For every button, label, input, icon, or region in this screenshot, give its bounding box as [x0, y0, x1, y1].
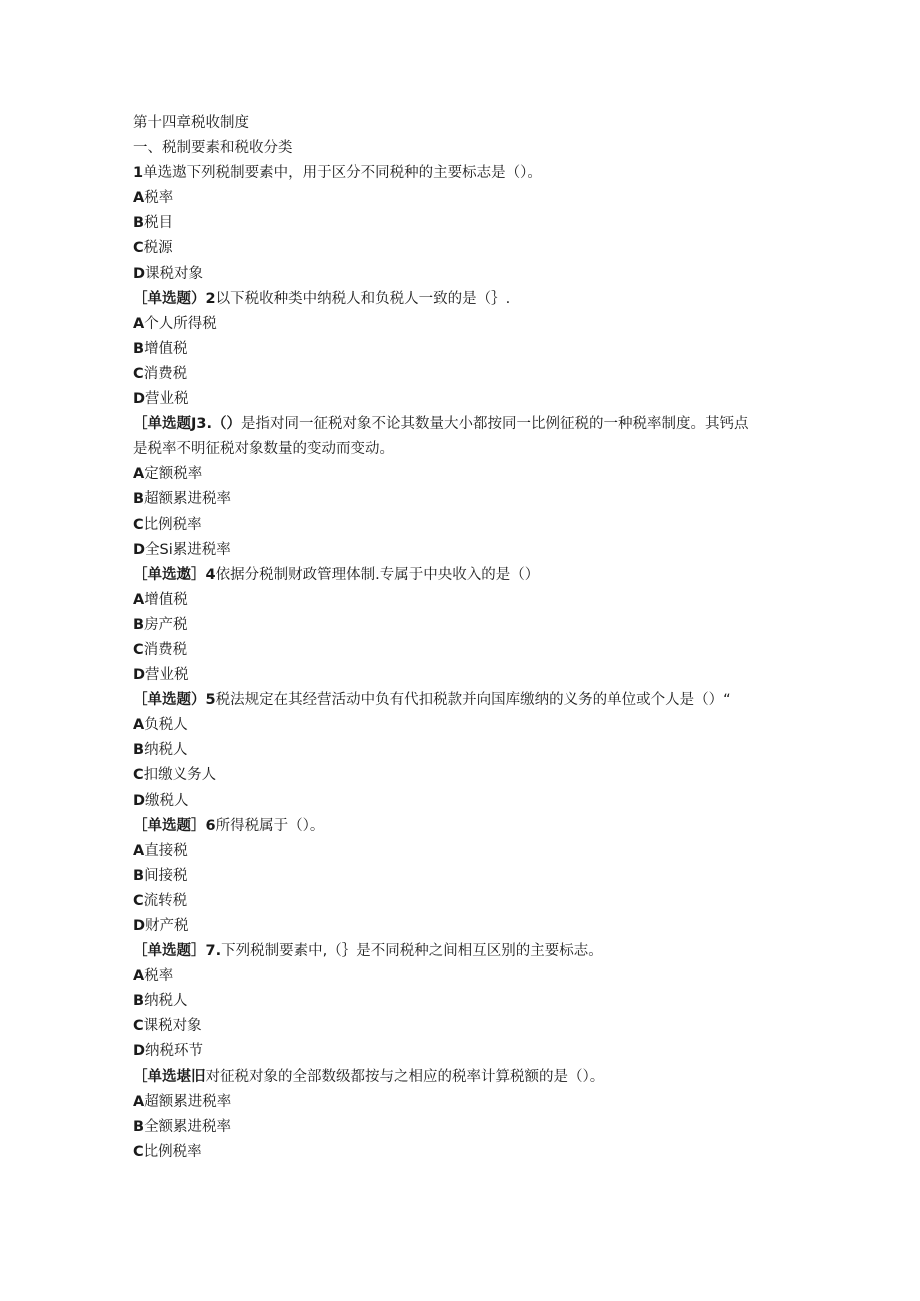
option-text: 缴税人 [145, 792, 189, 809]
question-7-text: 下列税制要素中,（｝是不同税种之间相互区别的主要标志。 [221, 943, 603, 960]
question-5-option-a [133, 713, 803, 738]
option-text: 课税对象 [143, 1018, 202, 1035]
option-text: 间接税 [144, 867, 188, 884]
question-8-option-b [133, 1115, 803, 1140]
question-7-option-b [133, 989, 803, 1014]
option-letter: A [133, 968, 145, 985]
question-7-option-d [133, 1039, 803, 1064]
option-letter: D [133, 1043, 146, 1060]
question-1-number: 1 [133, 165, 144, 182]
option-letter: D [133, 667, 146, 684]
option-letter: C [133, 767, 144, 784]
question-2-number: ［单选题）2 [133, 290, 216, 307]
option-letter: C [133, 516, 144, 533]
question-3-number: ［单选题J3.（） [133, 416, 241, 433]
question-8-option-c [133, 1140, 803, 1165]
question-3-option-b [133, 487, 803, 512]
option-letter: A [133, 717, 145, 734]
option-letter: B [133, 215, 145, 232]
question-2-option-b [133, 337, 803, 362]
option-letter: C [133, 240, 144, 257]
question-5-number: ［单选题）5 [133, 692, 216, 709]
question-5-option-b [133, 738, 803, 763]
chapter-title: 第十四章税收制度 [133, 115, 249, 131]
question-1-stem [133, 161, 803, 186]
question-1-option-d [133, 262, 803, 287]
section-title: 一、税制要素和税收分类 [133, 140, 293, 157]
question-8-stem [133, 1065, 803, 1090]
question-2-option-d [133, 387, 803, 412]
option-letter: B [133, 867, 145, 884]
question-3-stem-continued: 是税率不明征税对象数量的变动而变动。 [133, 441, 394, 458]
question-6-number: ［单选题］6 [133, 817, 216, 834]
question-2-option-c [133, 362, 803, 387]
question-3-option-d [133, 538, 803, 563]
question-8-option-a [133, 1090, 803, 1115]
question-6-option-b [133, 864, 803, 889]
question-3-text: 是指对同一征税对象不论其数量大小都按同一比例征税的一种税率制度。其钙点 [241, 416, 749, 433]
question-4-stem [133, 563, 803, 588]
option-text: 税目 [144, 215, 174, 232]
option-text: 税率 [144, 968, 174, 985]
question-2-text: 以下税收种类中纳税人和负税人一致的是（｝. [215, 290, 511, 307]
option-letter: A [133, 315, 145, 332]
option-letter: C [133, 892, 144, 909]
option-letter: A [133, 1093, 145, 1110]
option-letter: D [133, 541, 146, 558]
option-text: 消费税 [143, 641, 188, 658]
question-7-option-c [133, 1014, 803, 1039]
option-letter: D [133, 792, 146, 809]
option-letter: C [133, 1143, 144, 1160]
question-6-stem [133, 814, 803, 839]
question-7-stem [133, 939, 803, 964]
option-text: 增值税 [144, 340, 188, 357]
option-text: 增值税 [144, 591, 188, 608]
question-4-option-a [133, 588, 803, 613]
option-text: 营业税 [145, 667, 189, 684]
option-letter: B [133, 491, 145, 508]
question-8-text: 对征税对象的全部数级都按与之相应的税率计算税额的是（）。 [205, 1068, 605, 1085]
question-1-text: 单选遨下列税制要素中，用于区分不同税种的主要标志是（）。 [143, 165, 542, 182]
question-3-stem [133, 412, 803, 437]
question-6-option-d [133, 914, 803, 939]
question-3-option-c [133, 513, 803, 538]
question-5-text: 税法规定在其经营活动中负有代扣税款并向国库缴纳的义务的单位或个人是（）“ [215, 692, 731, 709]
option-letter: C [133, 1018, 144, 1035]
option-text: 税源 [143, 240, 173, 257]
option-letter: B [133, 742, 145, 759]
option-text: 房产税 [144, 616, 188, 633]
question-4-option-b [133, 613, 803, 638]
option-letter: B [133, 616, 145, 633]
option-text: 扣缴义务人 [143, 767, 217, 784]
question-5-option-d [133, 789, 803, 814]
question-4-number: ［单选遨］4 [133, 566, 216, 583]
option-text: 纳税环节 [145, 1043, 204, 1060]
option-text: 比例税率 [143, 1143, 202, 1160]
question-1-option-b [133, 211, 803, 236]
question-1-option-a [133, 186, 803, 211]
question-2-stem [133, 287, 803, 312]
question-4-option-d [133, 663, 803, 688]
question-4-option-c [133, 638, 803, 663]
option-text: 全Si累进税率 [145, 541, 231, 558]
option-text: 营业税 [145, 391, 189, 408]
question-2-option-a [133, 312, 803, 337]
option-text: 消费税 [143, 365, 188, 382]
option-text: 课税对象 [145, 265, 204, 282]
option-text: 超额累进税率 [144, 1093, 232, 1110]
option-letter: C [133, 365, 144, 382]
option-letter: B [133, 340, 145, 357]
option-text: 定额税率 [144, 466, 203, 483]
question-6-text: 所得税属于（）。 [215, 817, 325, 834]
option-letter: D [133, 391, 146, 408]
question-7-option-a [133, 964, 803, 989]
option-text: 比例税率 [143, 516, 202, 533]
option-letter: A [133, 842, 145, 859]
question-6-option-a [133, 839, 803, 864]
option-text: 纳税人 [144, 742, 188, 759]
option-letter: C [133, 641, 144, 658]
option-letter: D [133, 265, 146, 282]
document-content [133, 111, 803, 1165]
question-4-text: 依据分税制财政管理体制.专属于中央收入的是（） [215, 566, 540, 583]
option-letter: A [133, 190, 145, 207]
option-text: 直接税 [144, 842, 188, 859]
question-5-stem [133, 688, 803, 713]
option-text: 流转税 [143, 892, 188, 909]
option-letter: B [133, 1118, 145, 1135]
option-text: 全额累进税率 [144, 1118, 232, 1135]
option-letter: A [133, 466, 145, 483]
option-text: 纳税人 [144, 993, 188, 1010]
question-7-number: ［单选题］7. [133, 943, 222, 960]
question-1-option-c [133, 236, 803, 261]
option-text: 税率 [144, 190, 174, 207]
option-text: 负税人 [144, 717, 188, 734]
option-letter: B [133, 993, 145, 1010]
question-5-option-c [133, 763, 803, 788]
option-text: 个人所得税 [144, 315, 217, 332]
option-letter: D [133, 918, 146, 934]
question-6-option-c [133, 889, 803, 914]
question-8-number: ［单选堪旧 [133, 1068, 206, 1085]
option-text: 财产税 [145, 918, 189, 934]
option-text: 超额累进税率 [144, 491, 232, 508]
question-3-option-a [133, 462, 803, 487]
option-letter: A [133, 591, 145, 608]
